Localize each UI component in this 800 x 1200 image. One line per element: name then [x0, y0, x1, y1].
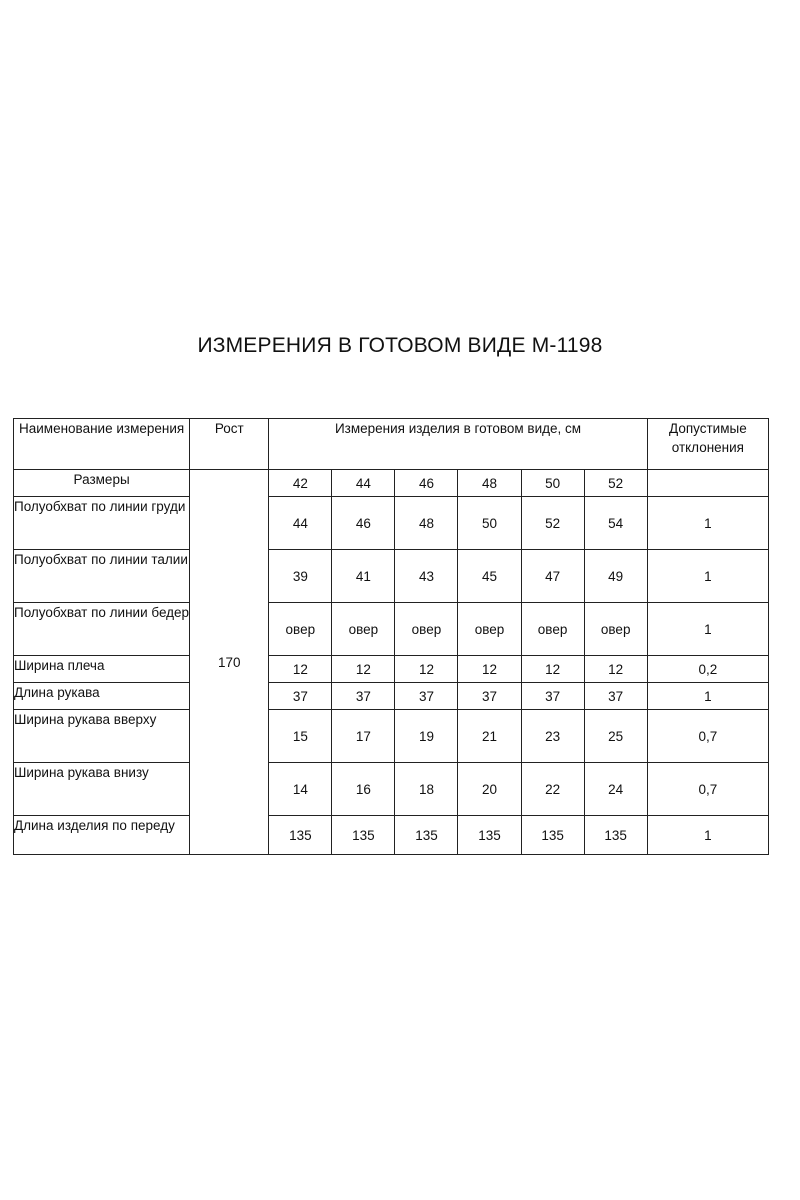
value-cell: овер	[332, 603, 395, 656]
size-cell: 44	[332, 470, 395, 497]
table-row	[14, 710, 769, 763]
value-cell: 24	[584, 763, 647, 816]
value-cell: 12	[458, 656, 521, 683]
sizes-tolerance-empty-cell	[647, 470, 768, 497]
size-cell: 42	[269, 470, 332, 497]
value-cell: овер	[584, 603, 647, 656]
size-cell: 46	[395, 470, 458, 497]
value-cell: 12	[332, 656, 395, 683]
header-height-cell: Рост	[190, 419, 269, 470]
tolerance-cell: 0,7	[647, 710, 768, 763]
table-header-row	[14, 419, 769, 470]
sizes-row	[14, 470, 769, 497]
value-cell: 21	[458, 710, 521, 763]
measurement-name-cell: Полуобхват по линии талии	[14, 550, 190, 603]
value-cell: 44	[269, 497, 332, 550]
tolerance-cell: 1	[647, 550, 768, 603]
tolerance-cell: 1	[647, 497, 768, 550]
measurement-name-cell: Ширина плеча	[14, 656, 190, 683]
value-cell: 135	[521, 816, 584, 855]
measurement-name-cell: Полуобхват по линии груди	[14, 497, 190, 550]
header-name-cell: Наименование измерения	[14, 419, 190, 470]
table-row	[14, 763, 769, 816]
measurement-name-cell: Длина рукава	[14, 683, 190, 710]
value-cell: 37	[521, 683, 584, 710]
value-cell: 18	[395, 763, 458, 816]
value-cell: овер	[395, 603, 458, 656]
value-cell: 54	[584, 497, 647, 550]
table-row	[14, 497, 769, 550]
value-cell: 41	[332, 550, 395, 603]
value-cell: 135	[395, 816, 458, 855]
sizes-label-cell: Размеры	[14, 470, 190, 497]
value-cell: 135	[458, 816, 521, 855]
value-cell: 43	[395, 550, 458, 603]
value-cell: овер	[521, 603, 584, 656]
size-cell: 48	[458, 470, 521, 497]
measurement-name-cell: Длина изделия по переду	[14, 816, 190, 855]
value-cell: 135	[269, 816, 332, 855]
value-cell: 52	[521, 497, 584, 550]
value-cell: 45	[458, 550, 521, 603]
value-cell: 12	[584, 656, 647, 683]
value-cell: 25	[584, 710, 647, 763]
measurement-name-cell: Ширина рукава внизу	[14, 763, 190, 816]
tolerance-cell: 1	[647, 683, 768, 710]
value-cell: 12	[269, 656, 332, 683]
table-row	[14, 603, 769, 656]
page-title: ИЗМЕРЕНИЯ В ГОТОВОМ ВИДЕ М-1198	[197, 334, 603, 357]
value-cell: 37	[269, 683, 332, 710]
table-body	[14, 419, 769, 855]
value-cell: 37	[584, 683, 647, 710]
value-cell: 37	[395, 683, 458, 710]
value-cell: 48	[395, 497, 458, 550]
table-row	[14, 656, 769, 683]
tolerance-cell: 1	[647, 603, 768, 656]
value-cell: 23	[521, 710, 584, 763]
value-cell: 135	[332, 816, 395, 855]
table-row	[14, 816, 769, 855]
value-cell: 16	[332, 763, 395, 816]
value-cell: 37	[332, 683, 395, 710]
header-measurements-cell: Измерения изделия в готовом виде, см	[269, 419, 647, 470]
value-cell: 12	[395, 656, 458, 683]
tolerance-cell: 1	[647, 816, 768, 855]
value-cell: 135	[584, 816, 647, 855]
value-cell: 22	[521, 763, 584, 816]
measurements-table	[13, 418, 769, 855]
size-cell: 50	[521, 470, 584, 497]
value-cell: 39	[269, 550, 332, 603]
value-cell: 50	[458, 497, 521, 550]
value-cell: 49	[584, 550, 647, 603]
table-row	[14, 683, 769, 710]
value-cell: 14	[269, 763, 332, 816]
value-cell: 47	[521, 550, 584, 603]
height-value-cell: 170	[190, 470, 269, 855]
value-cell: 19	[395, 710, 458, 763]
measurement-name-cell: Полуобхват по линии бедер	[14, 603, 190, 656]
value-cell: овер	[269, 603, 332, 656]
tolerance-cell: 0,2	[647, 656, 768, 683]
table-row	[14, 550, 769, 603]
value-cell: 46	[332, 497, 395, 550]
measurement-name-cell: Ширина рукава вверху	[14, 710, 190, 763]
value-cell: 20	[458, 763, 521, 816]
value-cell: 15	[269, 710, 332, 763]
value-cell: 37	[458, 683, 521, 710]
size-cell: 52	[584, 470, 647, 497]
tolerance-cell: 0,7	[647, 763, 768, 816]
value-cell: овер	[458, 603, 521, 656]
header-tolerance-cell: Допустимые отклонения	[647, 419, 768, 470]
value-cell: 17	[332, 710, 395, 763]
value-cell: 12	[521, 656, 584, 683]
